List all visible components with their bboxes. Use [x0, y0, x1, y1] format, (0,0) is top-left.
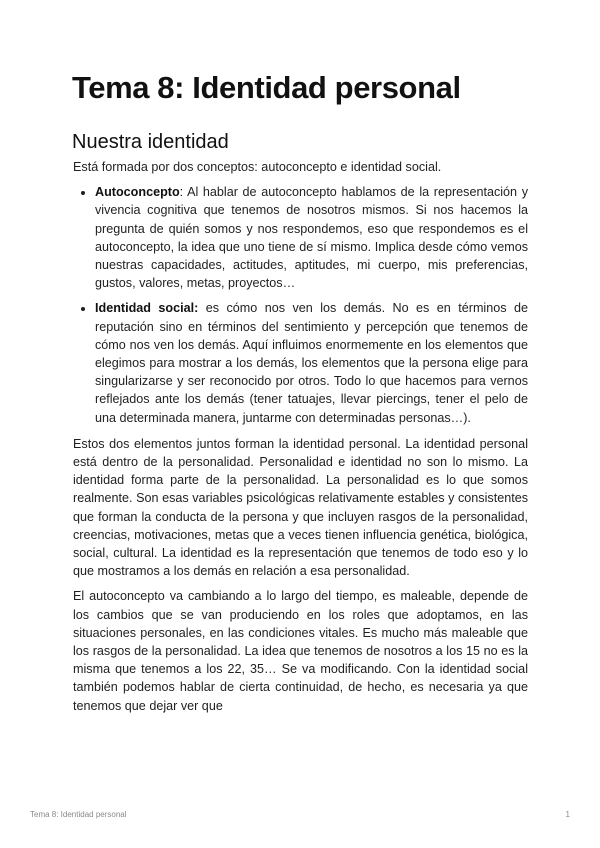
intro-paragraph: Está formada por dos conceptos: autoconcepto e identidad social.: [73, 160, 442, 174]
bullet-separator: :: [179, 185, 184, 200]
list-item-identidad-social: [95, 299, 528, 426]
section-heading: Nuestra identidad: [72, 131, 229, 153]
body-paragraph: Estos dos elementos juntos forman la identidad personal. La identidad personal está dentro de la personalidad. Personalidad e identidad no son lo mismo. La identidad forma parte de la personalidad. La personalidad es lo que somos realmente. Son esas variables psicológicas relativamente estables y consistentes que forman la conducta de la persona y que incluyen rasgos de la personalidad, creencias, motivaciones, metas que a veces tienen influencia genética, biológica, social, cultural. La identidad es la representación que tenemos de todo eso y lo que mostramos a los demás en relación a esa personalidad.: [73, 436, 528, 579]
body-paragraph: El autoconcepto va cambiando a lo largo del tiempo, es maleable, depende de los cambios que se van produciendo en los roles que adoptamos, en las situaciones personales, en las condiciones vitales. Es mucho más maleable que los rasgos de la personalidad. La idea que tenemos de nosotros a los 15 no es la misma que tenemos a los 22, 35… Se va modificando. Con la identidad social también podemos hablar de cierta continuidad, de hecho, es necesaria ya que tenemos que dejar ver que: [73, 589, 528, 713]
bullet-text: Al hablar de autoconcepto hablamos de la representación y vivencia cognitiva que tenemos de nosotros mismos. Si nos hacemos la pregunta de quién somos y nos respondemos, eso que respondemos es el autoconcepto, la idea que uno tiene de sí mismo. Implica desde cómo vemos nuestras capacidades, actitudes, aptitudes, mi cuerpo, mis preferencias, gustos, valores, metas, proyectos…: [95, 185, 528, 291]
page-number: 1: [565, 810, 570, 819]
bullet-term: Identidad social:: [95, 301, 199, 316]
footer-title: Tema 8: Identidad personal: [30, 810, 127, 819]
page-title: Tema 8: Identidad personal: [72, 70, 461, 105]
concept-list: [73, 183, 528, 427]
bullet-text: es cómo nos ven los demás. No es en términos de reputación sino en términos del sentimiento y percepción que tenemos de cómo nos ven los demás. Aquí influimos enormemente en los elementos que elegimos para mostrar a los demás, los elementos que la persona elige para singularizarse y ser reconocido por otros. Todo lo que hacemos para vernos reflejados ante los demás (tener tatuajes, llevar piercings, tener el pelo de una determinada manera, juntarme con determinadas personas…).: [95, 301, 528, 425]
list-item-autoconcepto: [95, 183, 528, 292]
bullet-term: Autoconcepto: [95, 185, 180, 200]
body-content: [73, 158, 528, 722]
